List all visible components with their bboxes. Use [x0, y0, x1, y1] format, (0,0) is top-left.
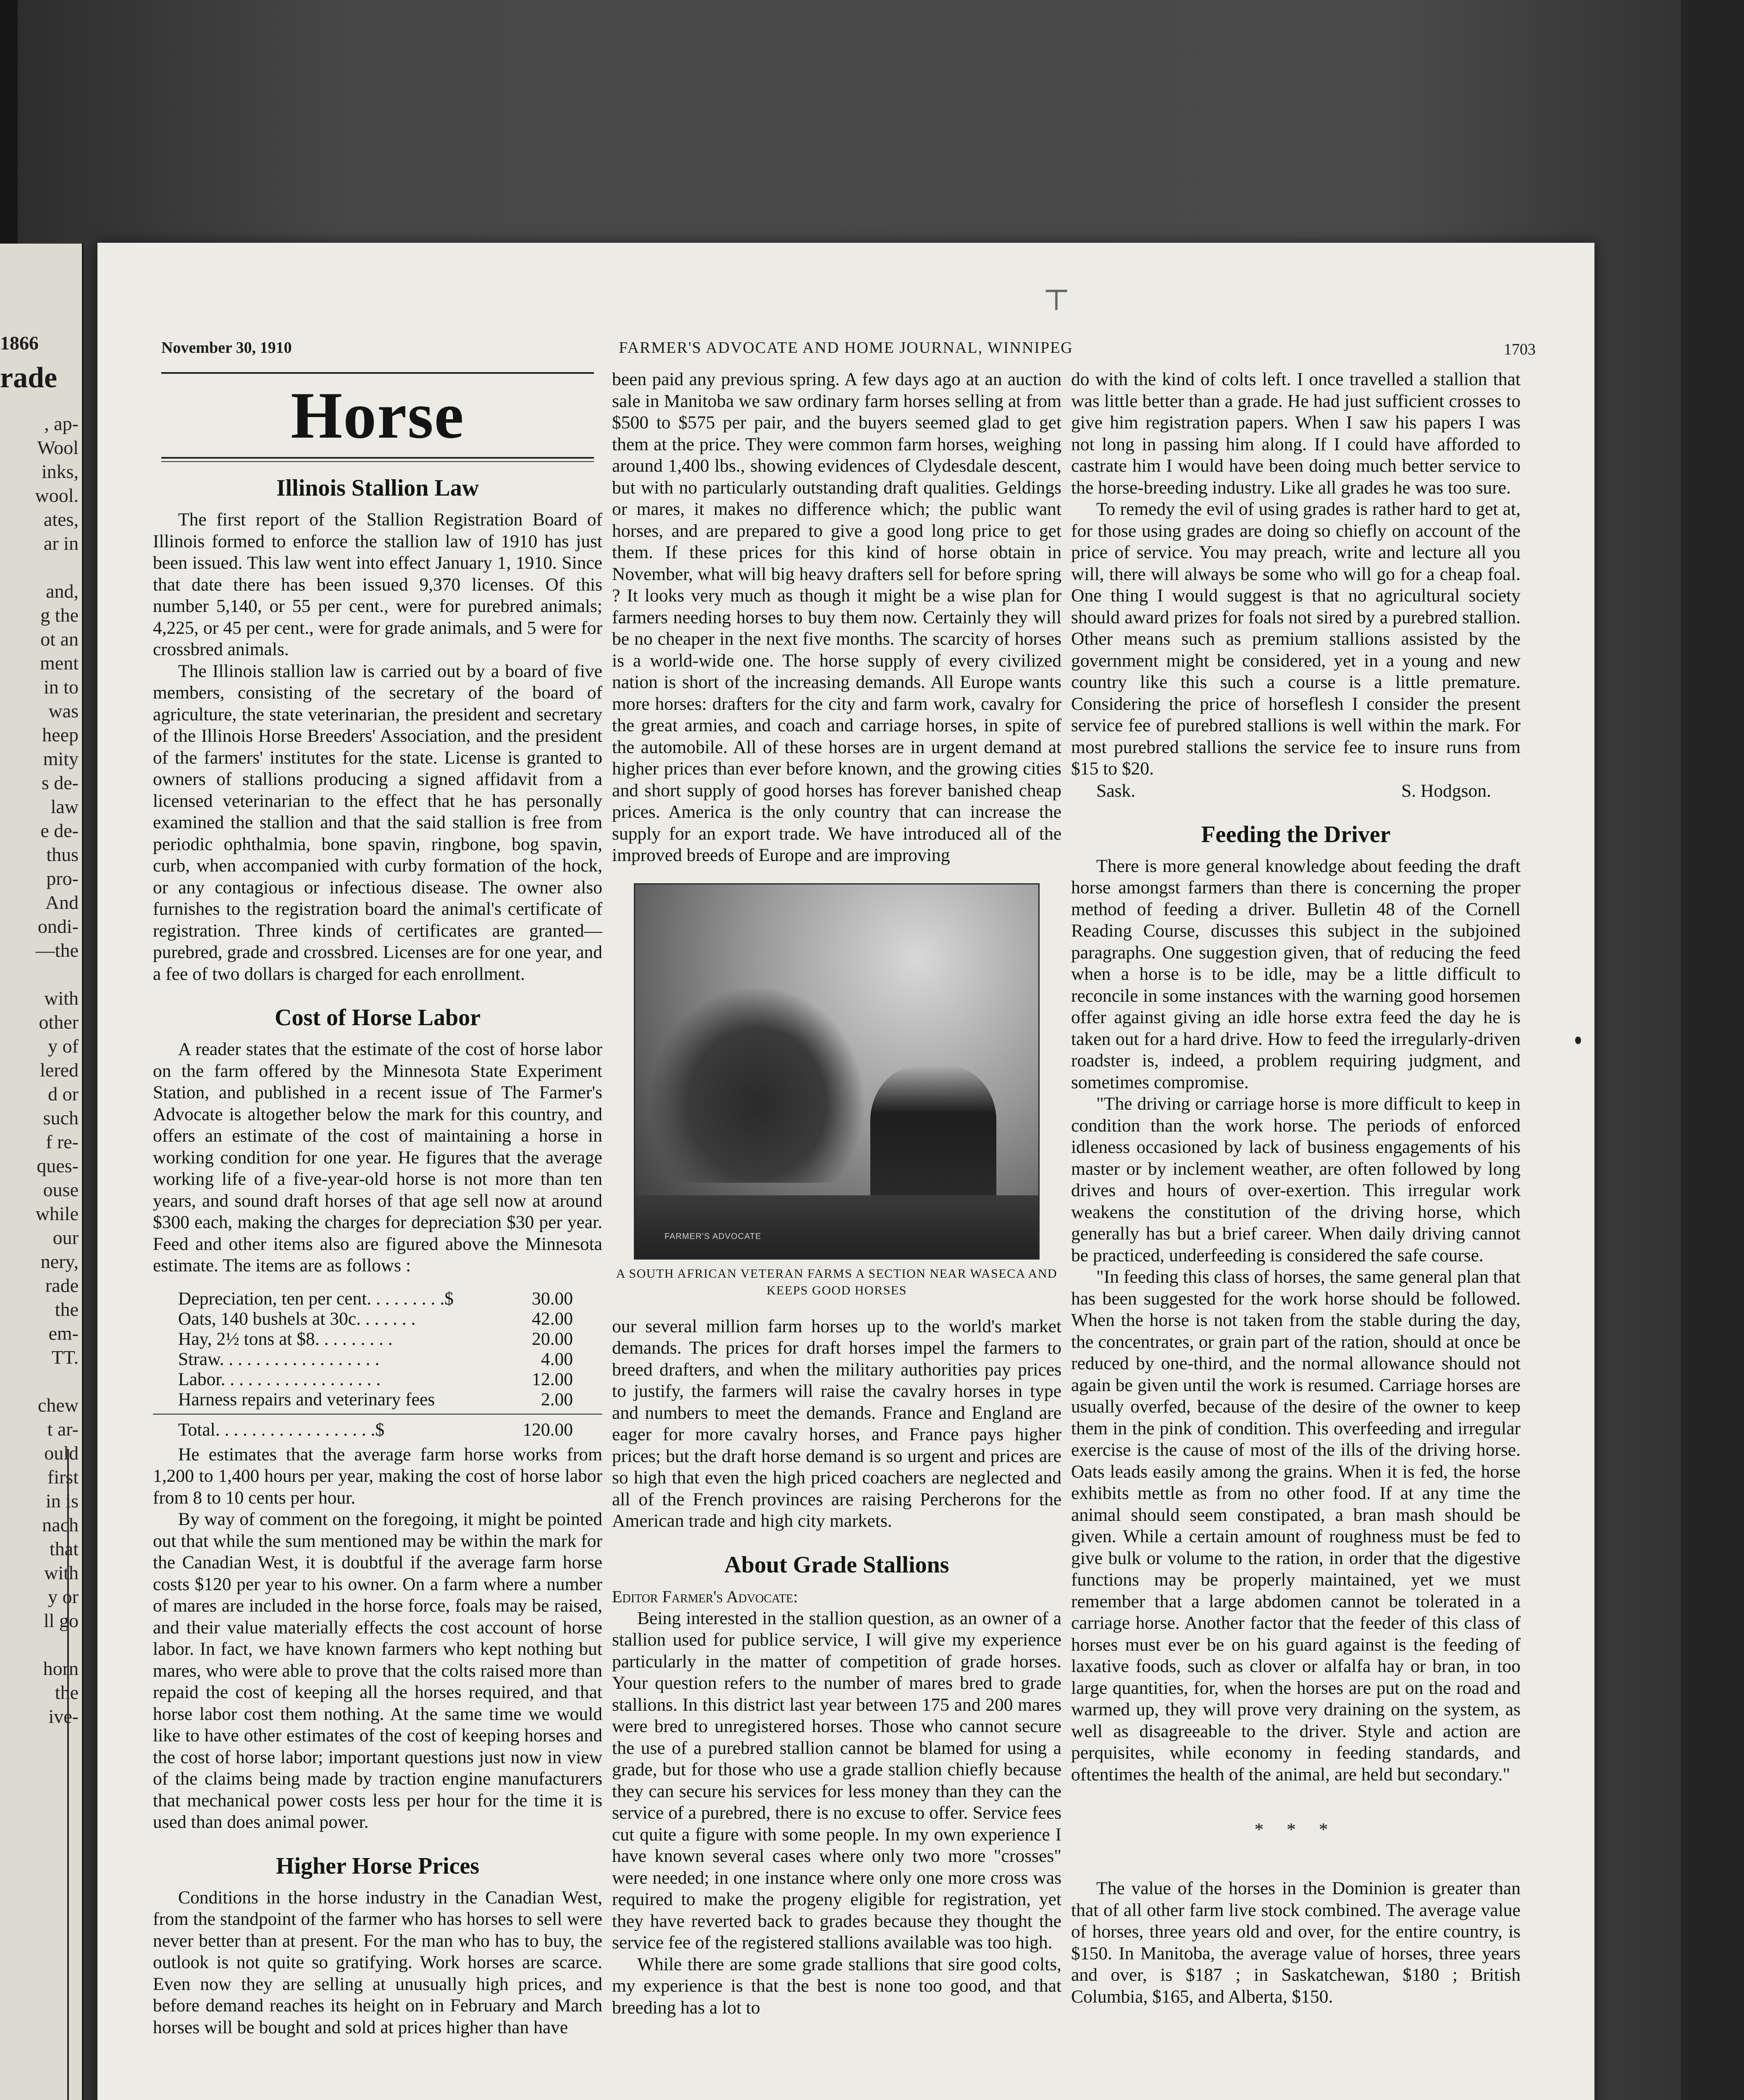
facing-page-fragment: such: [43, 1107, 79, 1129]
facing-page-fragment: that: [50, 1538, 79, 1559]
facing-page-fragment: wool.: [35, 485, 79, 506]
article-title-stallion-law: Illinois Stallion Law: [276, 475, 479, 501]
letter-salutation: Editor Farmer's Advocate:: [612, 1587, 798, 1606]
cost-row: [153, 1309, 602, 1329]
facing-page-fragment: , ap-: [44, 413, 79, 434]
facing-page-fragment: ould: [44, 1442, 79, 1464]
facing-page-fragment: in to: [43, 676, 79, 698]
cost-item-label: Harness repairs and veterinary fees: [153, 1389, 508, 1414]
article-paragraph: There is more general knowledge about feeding the draft horse amongst farmers than there is concerning the proper method of feeding a driver. Bulletin 48 of the Cornell Reading Course, discusses this subject in the subjoined paragraphs. One suggestion given, that of reducing the feed when a horse is to be idle, may be a little difficult to reconcile in some instances with the warning good horsemen offer against giving an idle horse extra feed the day he is taken out for a hard drive. How to feed the irregularly-driven roadster is, indeed, a problem requiring judgment, and sometimes compromise.: [1071, 856, 1521, 1092]
article-paragraph: The value of the horses in the Dominion is greater than that of all other farm live stock combined. The average value of horses, three years old and over, for the entire country, is $150. In Manitoba, the average value of horses, three years and over, is $187 ; in Saskatchewan, $180 ; British Columbia, $165, and Alberta, $150.: [1071, 1878, 1521, 2007]
facing-page-fragment: the: [55, 1682, 79, 1703]
facing-page-fragment: s de-: [41, 772, 79, 793]
facing-page-fragment: our: [53, 1227, 79, 1248]
article-title-cost-labor: Cost of Horse Labor: [275, 1005, 481, 1031]
facing-page-fragment: while: [35, 1203, 79, 1224]
article-paragraph: To remedy the evil of using grades is rather hard to get at, for those using grades are doing so chiefly on account of the price of service. You may preach, write and lecture all you will, there will always be some who will go for a cheap foal. One thing I would suggest is that no agricultural society should award prizes for foals not sired by a purebred stallion. Other means such as premium stallions assisted by the government might be considered, yet in a young and new country like this such a course is a little premature. Considering the price of horseflesh I consider the present service fee of purebred stallions is well within the mark. For most purebred stallions the service fee to insure runs from $15 to $20.: [1071, 499, 1521, 779]
article-paragraph: A reader states that the estimate of the cost of horse labor on the farm offered by the Minnesota State Experiment Station, and published in a recent issue of The Farmer's Advocate is altogether below the mark for this country, and offers an estimate of the cost of maintaining a horse in working condition for one year. He figures that the average working life of a five-year-old horse is not more than ten years, and sound draft horses of that age sell now at around $300 each, making the charges for depreciation $30 per year. Feed and other items also are figured above the Minnesota estimate. The items are as follows :: [153, 1039, 602, 1276]
cost-item-amount: 2.00: [508, 1389, 602, 1414]
cost-item-amount: 20.00: [532, 1328, 573, 1349]
facing-page-fragment: nery,: [40, 1251, 79, 1272]
facing-page-fragment: ive-: [48, 1706, 79, 1727]
article-title-grade-stallions: About Grade Stallions: [724, 1551, 949, 1578]
cost-item-amount: 42.00: [532, 1308, 573, 1329]
cost-item-label: Oats, 140 bushels at 30c. . . . . . .: [178, 1308, 416, 1329]
issue-date: November 30, 1910: [161, 339, 292, 357]
facing-page-box-rule: [0, 1449, 69, 2100]
cost-total-amount: 120.00: [523, 1419, 573, 1440]
facing-page-fragment: g the: [40, 604, 79, 626]
facing-page-fragment: Wool: [37, 437, 79, 458]
section-bottom-rule: [161, 457, 594, 459]
facing-page-fragment: the: [55, 1299, 79, 1320]
section-title: Horse: [291, 379, 465, 452]
facing-page-fragment: chew: [37, 1394, 79, 1416]
article-paragraph: "The driving or carriage horse is more difficult to keep in condition than the work horse. The periods of enforced idleness occasioned by lack of business engagements of his master or by inclement weather, are often followed by long drives and hours of over-exertion. This irregular work weakens the constitution of the driving horse, which generally has but a brief career. When daily driving cannot be practiced, underfeeding is considered the safe course.: [1071, 1094, 1521, 1265]
article-paragraph: The Illinois stallion law is carried out by a board of five members, consisting of the secretary of the board of agriculture, the state veterinarian, the president and secretary of the Illinois Horse Breeders' Association, and the president of the farmers' institutes for the state. License is granted to owners of stallions producing a signed affidavit from a licensed veterinarian to the effect that he has personally examined the stallion and that the said stallion is free from periodic ophthalmia, bone spavin, ringbone, bog spavin, curb, when accompanied with curby formation of the hock, or any contagious or infectious disease. The owner also furnishes to the registration board the animal's certificate of registration. Three kinds of certificates are granted—purebred, grade and crossbred. Licenses are for one year, and a fee of two dollars is charged for each enrollment.: [153, 661, 602, 984]
cost-row: [153, 1389, 602, 1414]
article-paragraph-continued: our several million farm horses up to the world's market demands. The prices for draft horses impel the farmers to breed drafters, and when the military authorities pay prices to justify, the farmers will raise the cavalry horses in type and numbers to meet the demands. France and England are eager for more cavalry horses, and France pays higher prices; but the draft horse demand is so urgent and prices are so high that even the high priced coachers are neglected and all of the French provinces are raising Percherons for the American trade and high city markets.: [612, 1316, 1061, 1531]
facing-page-fragment: —the: [35, 940, 79, 961]
facing-page-fragment: first: [47, 1466, 79, 1488]
photo-caption: A SOUTH AFRICAN VETERAN FARMS A SECTION NEAR WASECA AND KEEPS GOOD HORSES: [616, 1266, 1058, 1297]
article-paragraph: He estimates that the average farm horse works from 1,200 to 1,400 hours per year, making the cost of horse labor from 8 to 10 cents per hour.: [153, 1444, 602, 1508]
facing-page-fragment: mity: [43, 748, 79, 769]
cost-item-label: Hay, 2½ tons at $8. . . . . . . . .: [178, 1328, 393, 1349]
article-paragraph: While there are some grade stallions that sire good colts, my experience is that the best is none too good, and that breeding has a lot to: [612, 1954, 1061, 2018]
facing-page-fragment: [35, 1369, 79, 1393]
newspaper-page: [97, 243, 1594, 2100]
article-paragraph-continued: do with the kind of colts left. I once travelled a stallion that was little better than a grade. He had just sufficient crosses to give him registration papers. When I saw his papers I was not long in passing him along. If I could have afforded to castrate him I would have been doing much better service to the horse-breeding industry. Like all grades he was too sure.: [1071, 369, 1521, 498]
facing-page-fragment: ment: [40, 652, 79, 674]
signature-name: S. Hodgson.: [1401, 780, 1491, 801]
facing-page-fragment: was: [48, 700, 79, 722]
facing-page-fragment: [35, 962, 79, 986]
facing-page-fragment: And: [45, 892, 79, 913]
facing-page-fragment: and,: [46, 580, 79, 602]
facing-page-fragment: horn: [43, 1658, 79, 1679]
article-paragraph-continued: been paid any previous spring. A few days ago at an auction sale in Manitoba we saw ordinary farm horses selling at from $500 to $575 per pair, and the buyers seemed glad to get them at the price. They were common farm horses, weighing around 1,400 lbs., showing evidences of Clydesdale descent, but with no particularly outstanding draft qualities. Geldings or mares, it makes no difference which; the public want horses, and are prepared to give a good long price to get them. If these prices for this kind of horse obtain in November, what will big heavy drafters sell for before spring ? It looks very much as though it might be a wise plan for farmers needing horses to buy them now. Certainly they will be no cheaper in the next five months. The scarcity of horses is a world-wide one. The horse supply of every civilized nation is short of the increasing demands. All Europe wants more horses: drafters for the city and farm work, cavalry for the great armies, and coach and carriage horses, in spite of the automobile. All of these horses are in urgent demand at higher prices than ever before known, and the growing cities and short supply of good horses has forever banished cheap prices. America is the only country that can increase the supply for an export trade. We have introduced all of the improved breeds of Europe and are improving: [612, 369, 1061, 865]
column-1: [153, 369, 602, 2100]
article-title-feeding-driver: Feeding the Driver: [1201, 821, 1391, 848]
section-bottom-rule-thin: [161, 461, 594, 462]
article-paragraph: By way of comment on the foregoing, it might be pointed out that while the sum mentioned may be within the mark for the Canadian West, it is doubtful if the average farm horse costs $120 per year to his owner. On a farm where a number of mares are included in the horse force, foals may be raised, and their value materially effects the cost account of horse labor. In fact, we have known farmers who kept nothing but mares, who were able to prove that the colts raised more than repaid the cost of keeping all the horses required, and that horse labor cost them nothing. At the same time we would like to have other estimates of the cost of keeping horses and the cost of horse labor; important questions just now in view of the claims being made by traction engine manufacturers that mechanical power costs less per hour for the time it is used than does animal power.: [153, 1509, 602, 1832]
facing-page-fragment: ll go: [43, 1610, 79, 1631]
facing-page-fragment: ondi-: [37, 916, 79, 937]
ink-spot: [1575, 1037, 1581, 1044]
article-paragraph: "In feeding this class of horses, the same general plan that has been suggested for the work horse should be followed. When the horse is not taken from the stable during the day, the concentrates, or grain part of the ration, should at once be reduced by one-third, and the normal allowance should not again be given until the work is resumed. Carriage horses are usually overfed, because of the desire of the owner to keep them in the pink of condition. This overfeeding and irregular exercise is the cause of most of the ills of the driving horse. Oats leads easily among the grains. When it is fed, the horse exhibits mettle as from no other food. If at any time the animal should seem constipated, a bran mash should be given. While a certain amount of roughness must be fed to give bulk or volume to the ration, in order that the digestive functions may be properly maintained, yet we must remember that a large abdomen cannot be tolerated in a carriage horse. Another factor that the feeder of this class of horses must ever be on his guard against is the feeding of laxative foods, such as clover or alfalfa hay or bran, in too large quantities, for, when the horses are put on the road and warmed up, they will prove very draining on the system, as well as disagreeable to the driver. Style and action are perquisites, while economy in feeding standards, and oftentimes the health of the animal, are held but secondary.": [1071, 1267, 1521, 1785]
signature-place: Sask.: [1096, 780, 1136, 801]
facing-page-fragment: with: [44, 987, 79, 1009]
facing-page-fragment: y or: [48, 1586, 79, 1607]
cost-item-label: Labor. . . . . . . . . . . . . . . . . .: [178, 1369, 381, 1389]
facing-page-fragment: t ar-: [47, 1418, 79, 1440]
facing-page-fragment: em-: [48, 1323, 79, 1344]
facing-page-fragment: heep: [42, 724, 79, 746]
cost-item-amount: 12.00: [532, 1369, 573, 1389]
facing-page-header-word: rade: [0, 362, 58, 394]
cost-row: [153, 1329, 602, 1349]
facing-page-fragment: [35, 555, 79, 579]
cost-table: [153, 1289, 602, 1440]
facing-page-edge: [0, 244, 84, 2100]
article-paragraph: Conditions in the horse industry in the Canadian West, from the standpoint of the farmer who has horses to sell were never better than at present. For the man who has to buy, the outlook is not quite so gratifying. Work horses are scarce. Even now they are selling at unusually high prices, and before demand reaches its height on in February and March horses will be bought and sold at prices higher than have: [153, 1887, 602, 2037]
facing-page-fragment: pro-: [46, 868, 79, 889]
facing-page-fragment: inks,: [41, 461, 79, 482]
facing-page-fragment: f re-: [46, 1131, 79, 1152]
cost-total-label: Total. . . . . . . . . . . . . . . . . .$: [178, 1419, 385, 1440]
facing-page-fragment: rade: [45, 1275, 79, 1296]
facing-page-fragment: law: [50, 796, 79, 817]
cost-row: [153, 1289, 602, 1309]
column-2: [612, 369, 1061, 2100]
facing-page-fragment: in is: [46, 1490, 79, 1512]
facing-page-fragment: e de-: [40, 820, 79, 841]
facing-page-fragment: ates,: [43, 509, 79, 530]
registration-mark: ⊤: [1043, 284, 1070, 317]
cost-total-row: [153, 1414, 602, 1440]
masthead: FARMER'S ADVOCATE AND HOME JOURNAL, WINNIPEG: [619, 339, 1073, 357]
section-separator: * * *: [1254, 1819, 1337, 1840]
facing-page-number: 1866: [0, 332, 39, 354]
facing-page-fragment: y of: [48, 1035, 79, 1057]
cost-item-amount: 4.00: [541, 1349, 573, 1369]
facing-page-fragment: d or: [48, 1083, 79, 1105]
facing-page-fragment: ar in: [43, 533, 79, 554]
photo-figures-shape: [870, 1065, 996, 1204]
facing-page-fragment: with: [44, 1562, 79, 1583]
section-top-rule: [161, 372, 594, 374]
photo-credit-stamp: FARMER'S ADVOCATE: [665, 1231, 762, 1241]
page-number: 1703: [1504, 341, 1536, 358]
facing-page-fragment: nach: [42, 1514, 79, 1536]
article-paragraph: Being interested in the stallion question, as an owner of a stallion used for publice service, I will give my experience particularly in the matter of competition of grade horses. Your question refers to the number of mares bred to grade stallions. In this district last year between 175 and 200 mares were bred to unregistered horses. Those who cannot secure the use of a purebred stallion cannot be blamed for using a grade, but for those who use a grade stallion chiefly because they can secure his services for less money than they can the service of a purebred, there is no excuse to offer. Service fees cut quite a figure with some people. In my own experience I have known several cases where only two more "crosses" were needed; in one instance where only one more cross was required to make the progeny eligible for registration, yet they have reverted back to grades because they thought the service fee of the registered stallions available was too high.: [612, 1608, 1061, 1953]
facing-page-fragment: TT.: [51, 1347, 79, 1368]
letter-signature: [1071, 780, 1521, 802]
column-3: [1071, 369, 1521, 2100]
cost-item-label: Straw. . . . . . . . . . . . . . . . . .: [178, 1349, 380, 1369]
facing-page-fragment: thus: [46, 844, 79, 865]
photo-tree-shape: [648, 985, 866, 1183]
cost-item-label: Depreciation, ten per cent. . . . . . . . .$: [178, 1288, 454, 1309]
facing-page-fragment: lered: [40, 1059, 79, 1081]
article-title-higher-prices: Higher Horse Prices: [276, 1853, 480, 1879]
facing-page-fragment: ques-: [37, 1155, 79, 1176]
cost-row: [153, 1369, 602, 1389]
cost-row: [153, 1349, 602, 1369]
scan-right-border: [1681, 0, 1744, 2100]
facing-page-fragment: other: [39, 1011, 79, 1033]
photo-ground-shape: [635, 1195, 1038, 1258]
farm-photograph: [634, 883, 1040, 1260]
cost-item-amount: 30.00: [532, 1288, 573, 1309]
facing-page-fragment: ot an: [40, 628, 79, 650]
facing-page-fragment: ouse: [43, 1179, 79, 1200]
article-paragraph: The first report of the Stallion Registration Board of Illinois formed to enforce the stallion law of 1910 has just been issued. This law went into effect January 1, 1910. Since that date there has been issued 9,370 licenses. Of this number 5,140, or 55 per cent., were for purebred animals; 4,225, or 45 per cent., were for grade animals, and 5 were for crossbred animals.: [153, 509, 602, 659]
